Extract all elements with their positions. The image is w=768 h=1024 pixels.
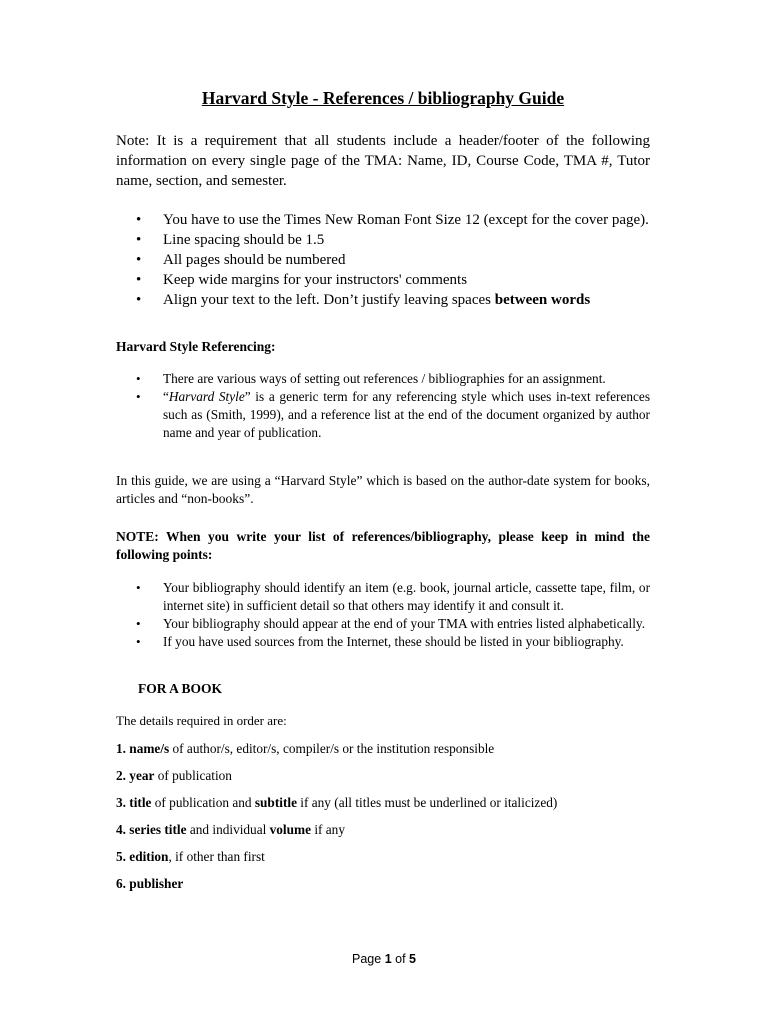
list-item (116, 230, 650, 250)
bibliography-points-list (116, 579, 650, 651)
header-footer-note: Note: It is a requirement that all students include a header/footer of the following information on every single page of the TMA: Name, ID, Course Code, TMA #, Tutor name, section, and semester. (116, 133, 650, 189)
requirement-text: if any (all titles must be underlined or italicized) (296, 795, 558, 810)
format-rules-list (116, 210, 650, 310)
list-item (116, 210, 650, 230)
list-item (116, 270, 650, 290)
list-item-text: Your bibliography should identify an item (e.g. book, journal article, cassette tape, film, or internet site) in sufficient detail so that others may identify it and consult it. (163, 580, 650, 613)
list-item (116, 579, 650, 615)
bullet-icon: • (136, 371, 141, 386)
list-item-text: You have to use the Times New Roman Font Size 12 (except for the cover page). (163, 212, 649, 228)
requirement-label: 3. title (116, 795, 152, 810)
list-item-text: ” is a generic term for any referencing style which uses in-text references such as (Smith, 1999), and a reference list at the end of the document organized by author name and year of publication. (163, 389, 650, 440)
bullet-icon: • (136, 292, 142, 308)
bullet-icon: • (136, 634, 141, 649)
page-footer (0, 950, 768, 968)
list-item (116, 388, 650, 442)
guide-paragraph: In this guide, we are using a “Harvard Style” which is based on the author-date system for books, articles and “non-books”. (116, 473, 650, 506)
details-intro: The details required in order are: (116, 713, 287, 728)
page-current: 1 (384, 952, 392, 966)
list-item (116, 615, 650, 633)
list-item (116, 633, 650, 651)
bullet-icon: • (136, 252, 142, 268)
list-item-text: Your bibliography should appear at the end of your TMA with entries listed alphabetically. (163, 616, 646, 631)
list-item (116, 290, 650, 310)
list-item-text: There are various ways of setting out references / bibliographies for an assignment. (163, 371, 606, 386)
harvard-style-term: Harvard Style (168, 389, 245, 404)
list-item-text: Line spacing should be 1.5 (163, 232, 325, 248)
requirement-label: 2. year (116, 768, 155, 783)
requirement-text: of publication and (151, 795, 255, 810)
bullet-icon: • (136, 389, 141, 404)
document-title: Harvard Style - References / bibliography Guide (201, 88, 565, 108)
requirement-item (116, 767, 650, 784)
list-item-text: If you have used sources from the Internet, these should be listed in your bibliography. (163, 634, 624, 649)
bullet-icon: • (136, 580, 141, 595)
requirement-item (116, 794, 650, 811)
open-quote: “ (163, 389, 169, 404)
requirement-text: if any (311, 822, 345, 837)
bibliography-note: NOTE: When you write your list of references/bibliography, please keep in mind the following points: (116, 529, 650, 562)
bullet-icon: • (136, 232, 142, 248)
list-item (116, 250, 650, 270)
bullet-icon: • (136, 272, 142, 288)
requirement-label: volume (269, 822, 311, 837)
bullet-icon: • (136, 616, 141, 631)
requirement-text: of author/s, editor/s, compiler/s or the institution responsible (169, 741, 495, 756)
list-item-text: Align your text to the left. Don’t justify leaving spaces (163, 292, 495, 308)
bullet-icon: • (136, 212, 142, 228)
page-label: Page (352, 952, 385, 966)
requirement-text: and individual (186, 822, 270, 837)
list-item-text: All pages should be numbered (163, 252, 346, 268)
list-item-text: Keep wide margins for your instructors' comments (163, 272, 468, 288)
list-item (116, 370, 650, 388)
requirement-label: 5. edition (116, 849, 169, 864)
requirement-label: 6. publisher (116, 876, 184, 891)
requirement-label: 4. series title (116, 822, 187, 837)
requirement-label: subtitle (254, 795, 297, 810)
requirement-item (116, 848, 650, 865)
requirement-item (116, 740, 650, 757)
requirement-text: , if other than first (168, 849, 265, 864)
page-content (116, 84, 650, 892)
requirement-item (116, 875, 650, 892)
requirement-item (116, 821, 650, 838)
list-item-bold-text: between words (494, 292, 591, 308)
for-a-book-heading: FOR A BOOK (138, 681, 223, 696)
harvard-points-list (116, 370, 650, 442)
requirement-label: 1. name/s (116, 741, 170, 756)
page-total: 5 (409, 952, 416, 966)
requirement-text: of publication (154, 768, 232, 783)
harvard-heading: Harvard Style Referencing: (116, 339, 276, 354)
page-of-label: of (391, 952, 410, 966)
